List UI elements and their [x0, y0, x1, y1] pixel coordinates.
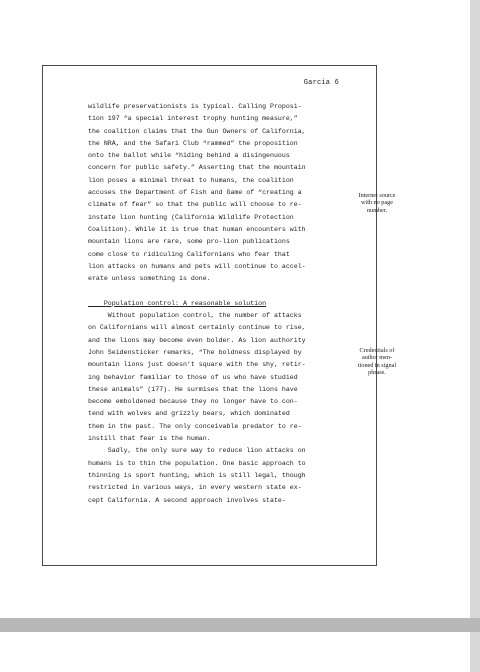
blank-line	[88, 285, 353, 297]
body-line: John Seidensticker remarks, “The boldness displayed by	[88, 348, 302, 356]
body-line: tion 197 “a special interest trophy hunting measure,”	[88, 115, 298, 123]
body-line: humans is to thin the population. One basic approach to	[88, 459, 306, 467]
page-edge-shadow	[470, 0, 480, 672]
body-line: and the lions may become even bolder. As lion authority	[88, 336, 306, 344]
body-line: the NRA, and the Safari Club “rammed” the proposition	[88, 139, 298, 147]
body-text	[88, 101, 353, 507]
body-line: instill that fear is the human.	[88, 435, 211, 443]
body-line: concern for public safety.” Asserting that the mountain	[88, 164, 306, 172]
body-line: restricted in various ways, in every western state ex-	[88, 484, 302, 492]
body-line: erate unless something is done.	[88, 275, 211, 283]
body-line: them in the past. The only conceivable predator to re-	[88, 422, 302, 430]
manuscript-page	[42, 65, 377, 566]
body-line: wildlife preservationists is typical. Calling Proposi-	[88, 103, 302, 110]
body-line: onto the ballot while “hiding behind a disingenuous	[88, 152, 290, 160]
body-line: Sadly, the only sure way to reduce lion attacks on	[88, 447, 306, 455]
margin-note-credentials: Credentials of author men- tioned in signal phrase.	[357, 347, 397, 377]
body-line: Coalition). While it is true that human encounters with	[88, 225, 306, 233]
body-line: on Californians will almost certainly continue to rise,	[88, 324, 306, 332]
body-line: Without population control, the number of attacks	[88, 312, 302, 320]
body-line: tend with wolves and grizzly bears, which dominated	[88, 410, 290, 418]
body-line: cept California. A second approach involves state-	[88, 496, 286, 504]
bottom-divider-band	[0, 618, 480, 632]
body-line: climate of fear” so that the public will choose to re-	[88, 201, 302, 209]
running-head: Garcia 6	[303, 79, 339, 87]
body-line: the coalition claims that the Gun Owners of California,	[88, 127, 306, 135]
body-line: mountain lions just doesn’t square with the shy, retir-	[88, 361, 306, 369]
body-line: these animals” (177). He surmises that the lions have	[88, 385, 298, 393]
body-line: ing behavior familiar to those of us who have studied	[88, 373, 298, 381]
body-line: lion poses a minimal threat to humans, the coalition	[88, 176, 294, 184]
section-heading: Population control: A reasonable solution	[88, 299, 267, 307]
body-line: lion attacks on humans and pets will continue to accel-	[88, 262, 306, 270]
section-heading-line	[88, 298, 353, 310]
body-line: become emboldened because they no longer have to con-	[88, 398, 298, 406]
margin-note-internet-source: Internet source with no page number.	[358, 192, 396, 214]
body-line: accuses the Department of Fish and Game of “creating a	[88, 189, 302, 197]
body-line: mountain lions are rare, some pro-lion publications	[88, 238, 290, 246]
body-line: instate lion hunting (California Wildlife Protection	[88, 213, 294, 221]
body-line: thinning is sport hunting, which is still legal, though	[88, 471, 306, 479]
body-line: come close to ridiculing Californians who fear that	[88, 250, 290, 258]
